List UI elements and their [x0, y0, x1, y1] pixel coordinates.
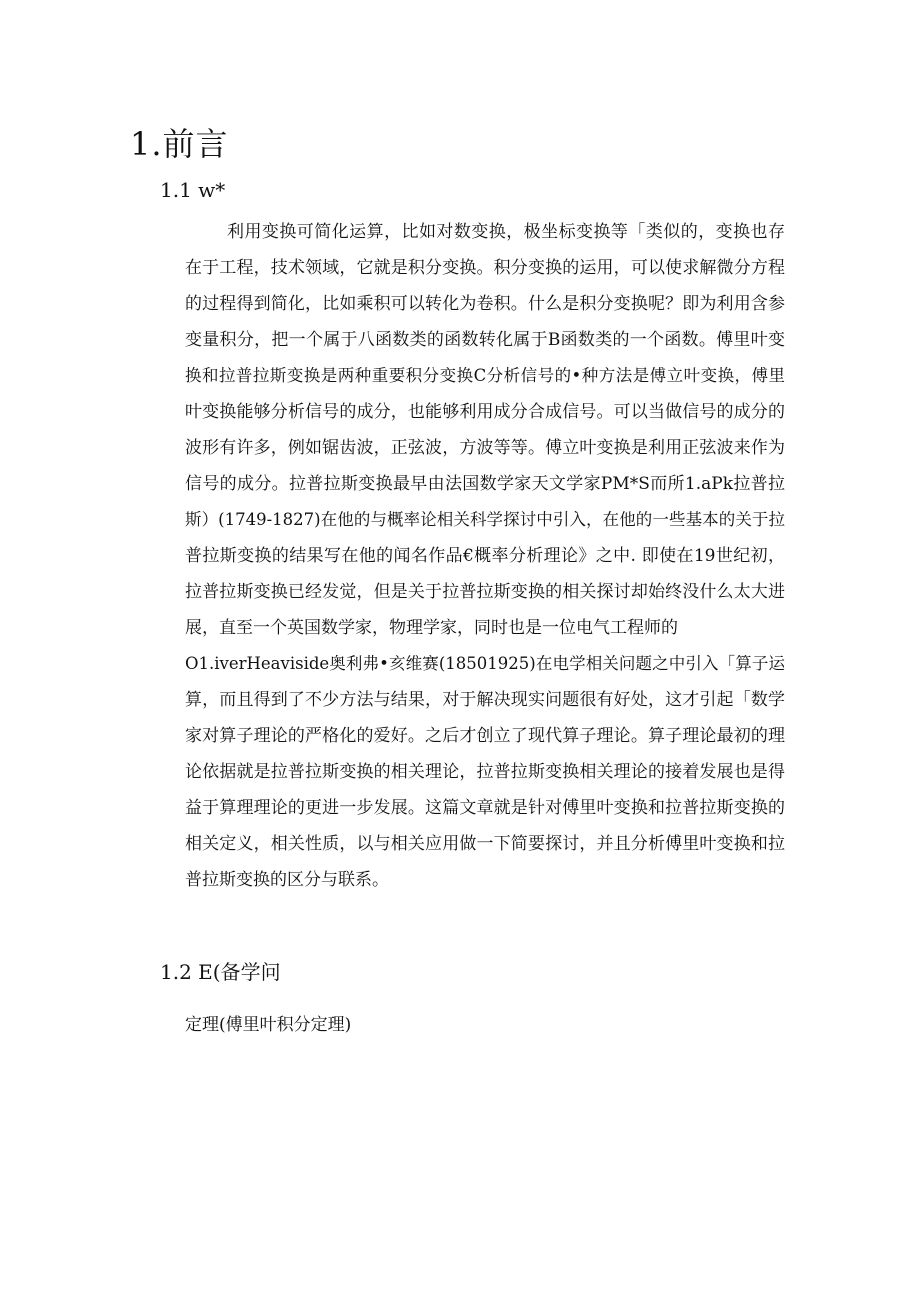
paragraph-line: 在于工程，技术领域，它就是积分变换。积分变换的运用，可以使求解微分方程: [185, 258, 785, 278]
paragraph-line: 叶变换能够分析信号的成分，也能够利用成分合成信号。可以当做信号的成分的: [185, 402, 785, 422]
paragraph-line: 波形有许多，例如锯齿波，正弦波，方波等等。傅立叶变换是利用正弦波来作为: [185, 438, 785, 458]
section-heading-1-2: 1.2 E(备学问: [160, 960, 281, 984]
paragraph-line: 换和拉普拉斯变换是两种重要积分变换C分析信号的•种方法是傅立叶变换，傅里: [185, 366, 785, 385]
paragraph-line: 信号的成分。拉普拉斯变换最早由法国数学家天文学家PM*S而所1.aPk拉普拉: [185, 474, 785, 494]
paragraph-line: 益于算理理论的更进一步发展。这篇文章就是针对傅里叶变换和拉普拉斯变换的: [185, 798, 785, 818]
paragraph-line: 利用变换可简化运算，比如对数变换，极坐标变换等「类似的，变换也存: [227, 222, 785, 242]
theorem-label: 定理(傅里叶积分定理): [185, 1015, 352, 1035]
introduction-paragraph: [185, 214, 785, 898]
paragraph-line: 普拉斯变换的结果写在他的闻名作品€概率分析理论》之中. 即使在19世纪初，: [185, 546, 785, 566]
paragraph-line: 家对算子理论的严格化的爱好。之后才创立了现代算子理论。算子理论最初的理: [185, 726, 785, 746]
paragraph-line: 斯）(1749-1827)在他的与概率论相关科学探讨中引入，在他的一些基本的关于拉: [185, 510, 785, 529]
section-heading-1-1: 1.1 w*: [160, 178, 226, 202]
paragraph-line: 的过程得到简化，比如乘积可以转化为卷积。什么是积分变换呢？即为利用含参: [185, 294, 785, 314]
paragraph-line: O1.iverHeaviside奥利弗•亥维赛(18501925)在电学相关问题之中引入「算子运: [185, 654, 785, 673]
paragraph-line: 拉普拉斯变换已经发觉，但是关于拉普拉斯变换的相关探讨却始终没什么太大进: [185, 582, 785, 602]
paragraph-line: 普拉斯变换的区分与联系。: [185, 870, 389, 890]
chapter-heading: 1.前言: [130, 125, 229, 163]
paragraph-line: 算，而且得到了不少方法与结果，对于解决现实问题很有好处，这才引起「数学: [185, 690, 785, 710]
paragraph-line: 论依据就是拉普拉斯变换的相关理论，拉普拉斯变换相关理论的接着发展也是得: [185, 762, 785, 782]
paragraph-line: 展，直至一个英国数学家，物理学家，同时也是一位电气工程师的: [185, 618, 678, 638]
paragraph-line: 相关定义，相关性质，以与相关应用做一下简要探讨，并且分析傅里叶变换和拉: [185, 834, 785, 854]
paragraph-line: 变量积分，把一个属于八函数类的函数转化属于B函数类的一个函数。傅里叶变: [185, 330, 785, 350]
